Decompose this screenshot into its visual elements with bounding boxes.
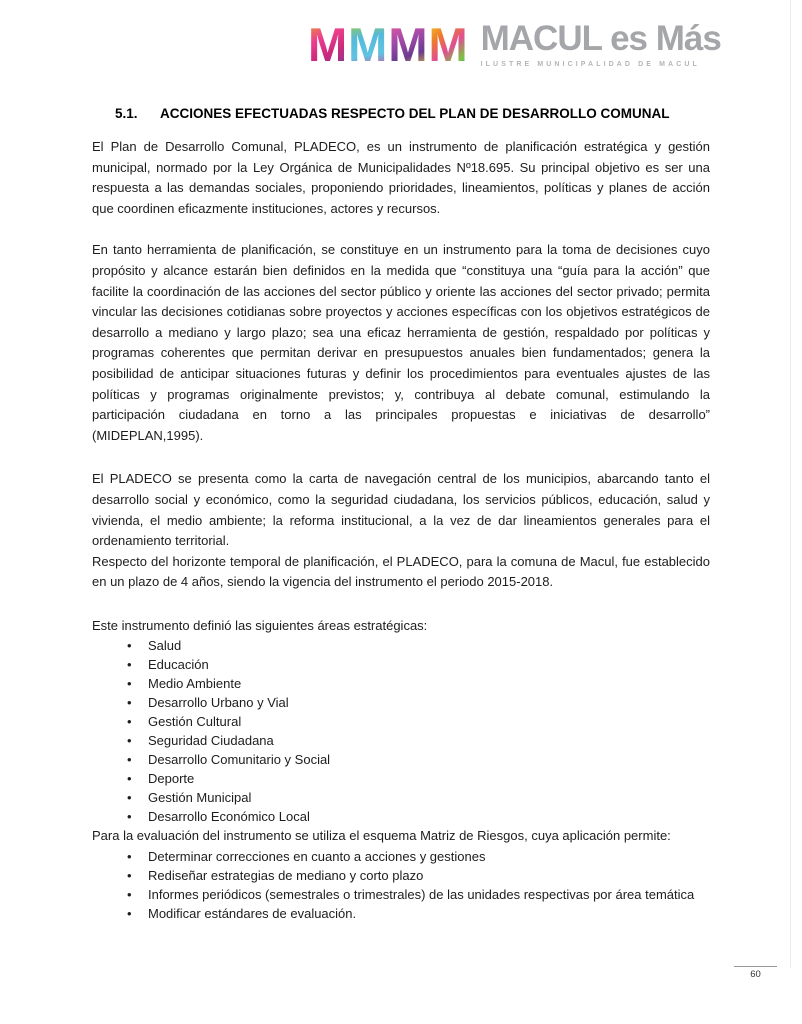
section-title: ACCIONES EFECTUADAS RESPECTO DEL PLAN DE DESARROLLO COMUNAL (160, 106, 670, 121)
strategic-area-item: • Gestión Cultural (125, 712, 710, 731)
logo-m1-letter: M (308, 21, 348, 68)
logo-title: MACUL es Más (480, 19, 721, 58)
strategic-area-item: • Desarrollo Económico Local (125, 807, 710, 826)
risk-matrix-item: • Rediseñar estrategias de mediano y corto plazo (125, 866, 710, 885)
strategic-area-item: • Deporte (125, 769, 710, 788)
municipality-logo (308, 18, 721, 71)
risk-matrix-item: • Determinar correcciones en cuanto a acciones y gestiones (125, 847, 710, 866)
logo-subtitle: ILUSTRE MUNICIPALIDAD DE MACUL (480, 60, 700, 68)
strategic-area-item: • Medio Ambiente (125, 674, 710, 693)
paragraph-time-horizon: Respecto del horizonte temporal de planificación, el PLADECO, para la comuna de Macul, fue establecido en un plazo de 4 años, siendo la vigencia del instrumento el periodo 2015-2018. (92, 553, 710, 590)
strategic-area-item: • Gestión Municipal (125, 788, 710, 807)
logo-m4-letter: M (428, 21, 468, 68)
section-number: 5.1. (115, 106, 138, 121)
risk-matrix-intro: Para la evaluación del instrumento se utiliza el esquema Matriz de Riesgos, cuya aplicación permite: (92, 828, 671, 844)
logo-m2-letter: M (348, 21, 388, 68)
page-right-border (790, 0, 791, 968)
risk-matrix-item: • Informes periódicos (semestrales o trimestrales) de las unidades respectivas por área temática (125, 885, 710, 904)
strategic-area-item: • Salud (125, 636, 710, 655)
page-number: 60 (750, 969, 761, 980)
footer-rule (734, 966, 777, 967)
risk-matrix-item: • Modificar estándares de evaluación. (125, 904, 710, 923)
paragraph-pladeco-definition: El Plan de Desarrollo Comunal, PLADECO, es un instrumento de planificación estratégica y gestión municipal, normado por la Ley Orgánica de Municipalidades Nº18.695. Su principal objetivo es ser una respuesta a las demandas sociales, proponiendo prioridades, lineamientos, políticas y planes de acción que coordinen eficazmente instituciones, actores y recursos. (92, 139, 710, 216)
strategic-area-item: • Educación (125, 655, 710, 674)
logo-mmmm-icon (308, 18, 469, 71)
section-heading (92, 104, 710, 124)
paragraph-navigation-chart: El PLADECO se presenta como la carta de navegación central de los municipios, abarcando tanto el desarrollo social y económico, como la seguridad ciudadana, los servicios públicos, educación, salud y vivienda, el medio ambiente; la reforma institucional, a la vez de dar lineamientos generales para el ordenamiento territorial. (92, 471, 710, 549)
document-content (92, 104, 710, 923)
strategic-area-item: • Desarrollo Comunitario y Social (125, 750, 710, 769)
strategic-area-item: • Seguridad Ciudadana (125, 731, 710, 750)
strategic-area-item: • Desarrollo Urbano y Vial (125, 693, 710, 712)
strategic-areas-intro: Este instrumento definió las siguientes áreas estratégicas: (92, 617, 428, 633)
strategic-areas-list (125, 636, 710, 826)
logo-m3-letter: M (388, 21, 428, 68)
risk-matrix-list (125, 847, 710, 923)
paragraph-planning-tool: En tanto herramienta de planificación, se constituye en un instrumento para la toma de decisiones cuyo propósito y alcance estarán bien definidos en la medida que “constituya una “guía para la acción” que facilite la coordinación de las acciones del sector público y oriente las acciones del sector privado; permita vincular las decisiones cotidianas sobre proyectos y acciones específicas con los objetivos estratégicos de desarrollo a mediano y largo plazo; sea una eficaz herramienta de gestión, respaldado por políticas y programas coherentes que permitan derivar en presupuestos anuales bien fundamentados; genera la posibilidad de anticipar situaciones futuras y definir los procedimientos para eventuales ajustes de las políticas y programas originalmente previstos; y, contribuya al debate comunal, estimulando la participación ciudadana en torno a las principales propuestas e iniciativas de desarrollo” (MIDEPLAN,1995). (92, 242, 710, 443)
logo-text-block (481, 21, 721, 68)
